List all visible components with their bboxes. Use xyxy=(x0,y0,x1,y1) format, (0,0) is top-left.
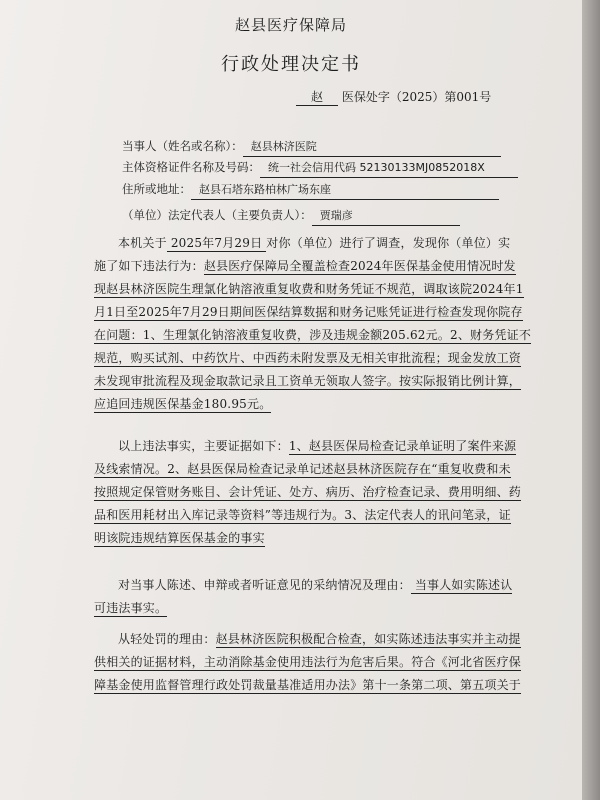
body-line xyxy=(118,233,510,253)
body-line xyxy=(94,325,531,345)
address-value: 赵县石塔东路柏林广场东座 xyxy=(191,181,499,200)
body-line xyxy=(94,505,511,525)
form-text: 对你（单位）进行了调查，发现你（单位）实 xyxy=(266,236,511,250)
filled-text: 可违法事实。 xyxy=(94,601,168,615)
filled-text: 及线索情况。2、赵县医保局检查记录单记述赵县林济医院存在“重复收费和未 xyxy=(94,462,511,476)
address-field xyxy=(122,180,499,198)
body-line xyxy=(94,348,521,368)
body-line xyxy=(94,279,524,299)
representative-value: 贾瑞彦 xyxy=(312,207,460,226)
body-line xyxy=(94,394,271,414)
filled-text: 1、赵县医保局检查记录单证明了案件来源 xyxy=(288,439,517,453)
filled-text: 赵县医疗保障局全覆盖检查2024年医保基金使用情况时发 xyxy=(203,259,516,273)
form-text: 以上违法事实，主要证据如下： xyxy=(118,439,289,453)
body-line xyxy=(94,482,521,502)
body-line xyxy=(118,575,512,595)
certificate-field xyxy=(122,158,518,176)
certificate-value: 统一社会信用代码 52130133MJ0852018X xyxy=(260,159,518,178)
body-line xyxy=(94,528,265,548)
body-line xyxy=(94,675,521,695)
filled-text: 按照规定保管财务账目、会计凭证、处方、病历、治疗检查记录、费用明细、药 xyxy=(94,485,522,499)
filled-text: 应追回违规医保基金180.95元。 xyxy=(94,397,272,411)
form-text: 施了如下违法行为： xyxy=(94,259,204,273)
filled-text: 规范，购买试剂、中药饮片、中西药未附发票及无相关审批流程；现金发放工资 xyxy=(94,351,522,365)
document-title: 行政处理决定书 xyxy=(221,54,361,75)
body-line xyxy=(94,652,521,672)
representative-label: （单位）法定代表人（主要负责人）： xyxy=(122,208,312,222)
agency-name: 赵县医疗保障局 xyxy=(234,16,347,34)
document-number-text: 医保处字（2025）第001号 xyxy=(341,90,492,104)
filled-text: 月1日至2025年7月29日期间医保结算数据和财务记账凭证进行检查发现你院存 xyxy=(94,305,523,319)
form-text: 从轻处罚的理由： xyxy=(118,632,216,646)
filled-text: 未发现审批流程及现金取款记录且工资单无领取人签字。按实际报销比例计算， xyxy=(94,374,522,388)
filled-text: 赵县林济医院积极配合检查，如实陈述违法事实并主动提 xyxy=(215,632,521,646)
party-name-label: 当事人（姓名或名称）： xyxy=(122,139,243,153)
body-line xyxy=(94,302,523,322)
certificate-label: 主体资格证件名称及号码： xyxy=(122,160,260,174)
filled-text: 2025年7月29日 xyxy=(166,236,267,250)
filled-text: 障基金使用监督管理行政处罚裁量基准适用办法》第十一条第二项、第五项关于 xyxy=(94,678,522,692)
page-edge-shadow xyxy=(582,0,600,800)
body-line xyxy=(94,598,167,618)
filled-text: 品和医用耗材出入库记录等资料”等违规行为。3、法定代表人的讯问笔录，证 xyxy=(94,508,511,522)
party-name-field xyxy=(122,137,501,155)
filled-text: 现赵县林济医院生理氯化钠溶液重复收费和财务凭证不规范，调取该院2024年1 xyxy=(94,282,524,296)
party-name-value: 赵县林济医院 xyxy=(243,138,501,157)
address-label: 住所或地址： xyxy=(122,182,191,196)
representative-field xyxy=(122,206,460,224)
form-text: 本机关于 xyxy=(118,236,167,250)
filled-text: 明该院违规结算医保基金的事实 xyxy=(94,531,265,545)
body-line xyxy=(118,436,516,456)
form-text: 对当事人陈述、申辩或者听证意见的采纳情况及理由： xyxy=(118,578,411,592)
document-number xyxy=(296,88,491,106)
document-number-prefix: 赵 xyxy=(296,88,338,106)
filled-text: 在问题：1、生理氯化钠溶液重复收费，涉及违规金额205.62元。2、财务凭证不 xyxy=(94,328,532,342)
body-line xyxy=(94,371,521,391)
body-line xyxy=(118,629,521,649)
body-line xyxy=(94,256,516,276)
filled-text: 供相关的证据材料，主动消除基金使用违法行为危害后果。符合《河北省医疗保 xyxy=(94,655,522,669)
filled-text: 当事人如实陈述认 xyxy=(410,578,513,592)
body-line xyxy=(94,459,511,479)
